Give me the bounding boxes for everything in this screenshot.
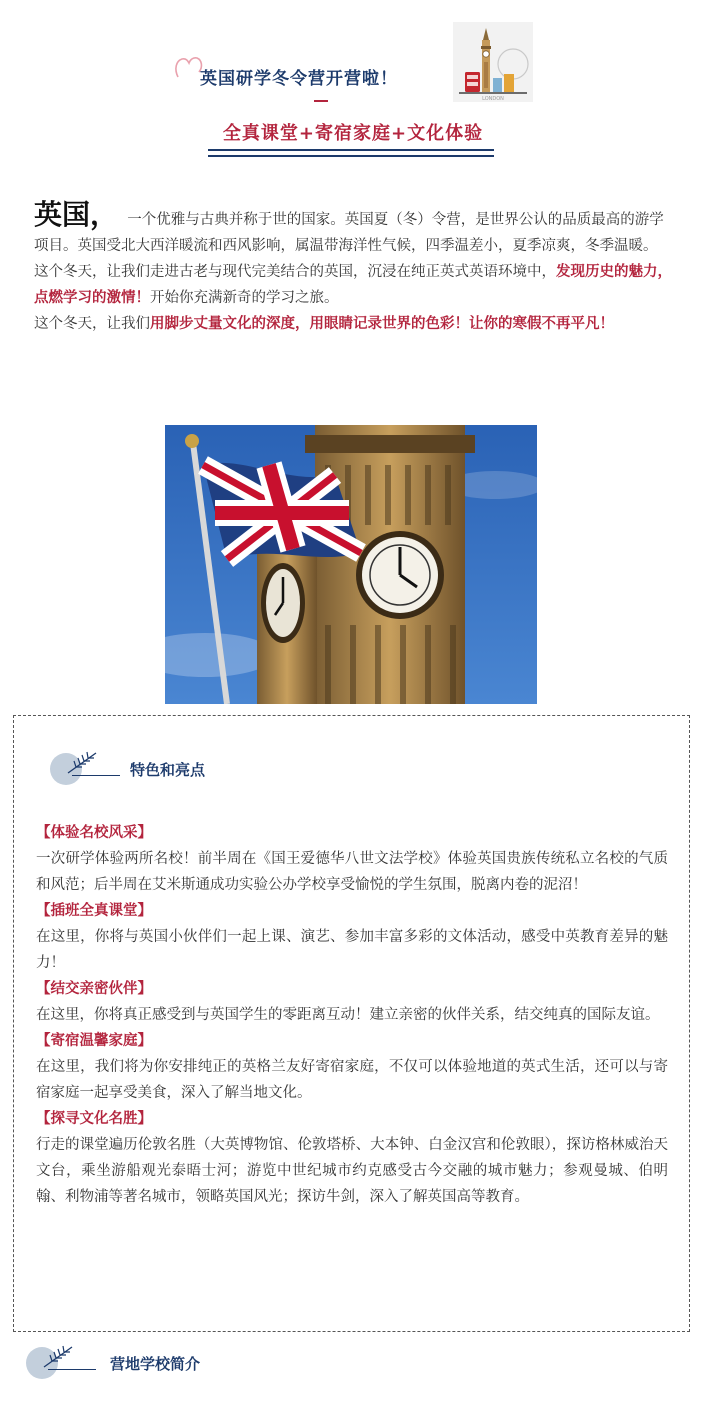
feature-item <box>36 1028 668 1106</box>
features-section-header <box>50 753 205 785</box>
feature-item <box>36 898 668 976</box>
wheat-icon <box>42 1343 78 1369</box>
wheat-icon <box>66 749 102 775</box>
features-list <box>36 820 668 1210</box>
intro-p2-text: 这个冬天，让我们走进古老与现代完美结合的英国，沉浸在纯正英式英语环境中， <box>34 264 556 280</box>
big-ben-illustration-icon <box>453 22 533 102</box>
header-banner <box>0 0 706 170</box>
big-ben-flag-image <box>165 425 537 704</box>
section-circle <box>26 1347 58 1379</box>
intro-p3-text: 这个冬天，让我们 <box>34 316 150 332</box>
feature-item <box>36 1106 668 1210</box>
double-rule <box>208 149 494 157</box>
intro-paragraph-2 <box>34 259 674 311</box>
schools-section-title: 营地学校简介 <box>110 1354 201 1373</box>
intro-lead: 英国， <box>34 198 119 231</box>
schools-section-header <box>26 1347 200 1379</box>
feature-title: 【体验名校风采】 <box>36 825 152 841</box>
big-ben-flag-photo <box>165 425 537 704</box>
intro-paragraph-1 <box>34 198 674 259</box>
feature-body: 在这里，我们将为你安排纯正的英格兰友好寄宿家庭，不仅可以体验地道的英式生活，还可以与寄宿家庭一起享受美食，深入了解当地文化。 <box>36 1059 668 1101</box>
header-title: 英国研学冬令营开营啦！ <box>200 69 398 89</box>
feature-item <box>36 820 668 898</box>
features-section-title: 特色和亮点 <box>130 760 206 779</box>
section-underline <box>48 1369 96 1370</box>
feature-title: 【探寻文化名胜】 <box>36 1111 152 1127</box>
feature-body: 一次研学体验两所名校！前半周在《国王爱德华八世文法学校》体验英国贵族传统私立名校的气质和风范；后半周在艾米斯通成功实验公办学校享受愉悦的学生氛围，脱离内卷的泥沼！ <box>36 851 668 893</box>
feature-body: 行走的课堂遍历伦敦名胜（大英博物馆、伦敦塔桥、大本钟、白金汉宫和伦敦眼），探访格林威治天文台，乘坐游船观光泰晤士河；游览中世纪城市约克感受古今交融的城市魅力；参观曼城、伯明翰、利物浦等著名城市，领略英国风光；探访牛剑，深入了解英国高等教育。 <box>36 1137 668 1205</box>
feature-title: 【插班全真课堂】 <box>36 903 152 919</box>
feature-title: 【寄宿温馨家庭】 <box>36 1033 152 1049</box>
intro-p1-text: 一个优雅与古典并称于世的国家。英国夏（冬）令营，是世界公认的品质最高的游学项目。英国受北大西洋暖流和西风影响，属温带海洋性气候，四季温差小，夏季凉爽，冬季温暖。 <box>34 212 664 254</box>
intro-paragraph-3 <box>34 311 674 337</box>
title-divider <box>314 100 328 102</box>
feature-body: 在这里，你将真正感受到与英国学生的零距离互动！建立亲密的伙伴关系，结交纯真的国际友谊。 <box>36 1007 660 1023</box>
feature-body: 在这里，你将与英国小伙伴们一起上课、演艺、参加丰富多彩的文体活动，感受中英教育差异的魅力！ <box>36 929 668 971</box>
intro-p2-tail: 开始你充满新奇的学习之旅。 <box>150 290 339 306</box>
intro-p3-highlight: 用脚步丈量文化的深度，用眼睛记录世界的色彩！让你的寒假不再平凡！ <box>150 316 614 332</box>
section-circle <box>50 753 82 785</box>
feature-item <box>36 976 668 1028</box>
intro-text <box>34 198 674 337</box>
big-ben-thumbnail <box>453 22 533 102</box>
section-underline <box>72 775 120 776</box>
intro-p2-highlight: 发现历史的魅力，点燃学习的激情！ <box>34 264 672 306</box>
header-subtitle: 全真课堂+寄宿家庭+文化体验 <box>222 123 484 144</box>
thumb-caption: LONDON <box>482 96 504 102</box>
feature-title: 【结交亲密伙伴】 <box>36 981 152 997</box>
